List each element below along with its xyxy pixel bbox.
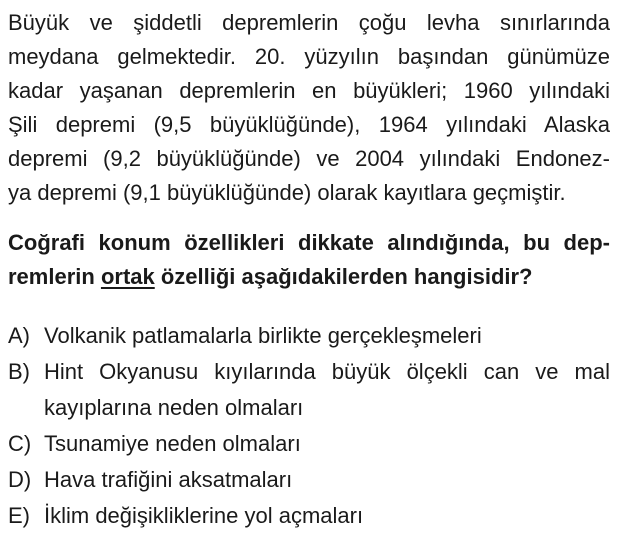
passage-line: depremi (9,2 büyüklüğünde) ve 2004 yılındaki Endonez- bbox=[8, 146, 610, 171]
option-line: Tsunamiye neden olmaları bbox=[44, 431, 301, 456]
option-line: Volkanik patlamalarla birlikte gerçekleşmeleri bbox=[44, 323, 482, 348]
question-line-1: Coğrafi konum özellikleri dikkate alındığında, bu dep- bbox=[8, 230, 610, 255]
question-line-2 bbox=[8, 260, 610, 294]
option-c[interactable] bbox=[8, 426, 610, 462]
passage-text bbox=[8, 6, 610, 210]
option-line: Hint Okyanusu kıyılarında büyük ölçekli can ve mal bbox=[44, 359, 610, 384]
option-text bbox=[44, 354, 610, 426]
option-letter: E) bbox=[8, 503, 30, 528]
passage-line: Şili depremi (9,5 büyüklüğünde), 1964 yılındaki Alaska bbox=[8, 112, 610, 137]
option-letter: D) bbox=[8, 467, 32, 492]
option-text bbox=[44, 498, 610, 534]
option-line: kayıplarına neden olmaları bbox=[44, 395, 304, 420]
option-b[interactable] bbox=[8, 354, 610, 426]
option-line: İklim değişikliklerine yol açmaları bbox=[44, 503, 364, 528]
question-text-after: özelliği aşağıdakilerden hangisidir? bbox=[154, 264, 533, 289]
question-text-before: remlerin bbox=[8, 264, 101, 289]
option-text bbox=[44, 318, 610, 354]
option-text bbox=[44, 426, 610, 462]
option-letter: C) bbox=[8, 431, 32, 456]
passage-line: kadar yaşanan depremlerin en büyükleri; 1960 yılındaki bbox=[8, 78, 610, 103]
option-text bbox=[44, 462, 610, 498]
option-letter: A) bbox=[8, 323, 30, 348]
answer-options bbox=[8, 318, 610, 534]
option-letter: B) bbox=[8, 359, 30, 384]
passage-line: Büyük ve şiddetli depremlerin çoğu levha sınırlarında bbox=[8, 10, 610, 35]
passage-line: meydana gelmektedir. 20. yüzyılın başından günümüze bbox=[8, 44, 610, 69]
option-line: Hava trafiğini aksatmaları bbox=[44, 467, 293, 492]
option-d[interactable] bbox=[8, 462, 610, 498]
underlined-keyword: ortak bbox=[100, 264, 155, 289]
passage-line: ya depremi (9,1 büyüklüğünde) olarak kayıtlara geçmiştir. bbox=[8, 180, 566, 205]
option-e[interactable] bbox=[8, 498, 610, 534]
question-stem bbox=[8, 226, 610, 294]
option-a[interactable] bbox=[8, 318, 610, 354]
